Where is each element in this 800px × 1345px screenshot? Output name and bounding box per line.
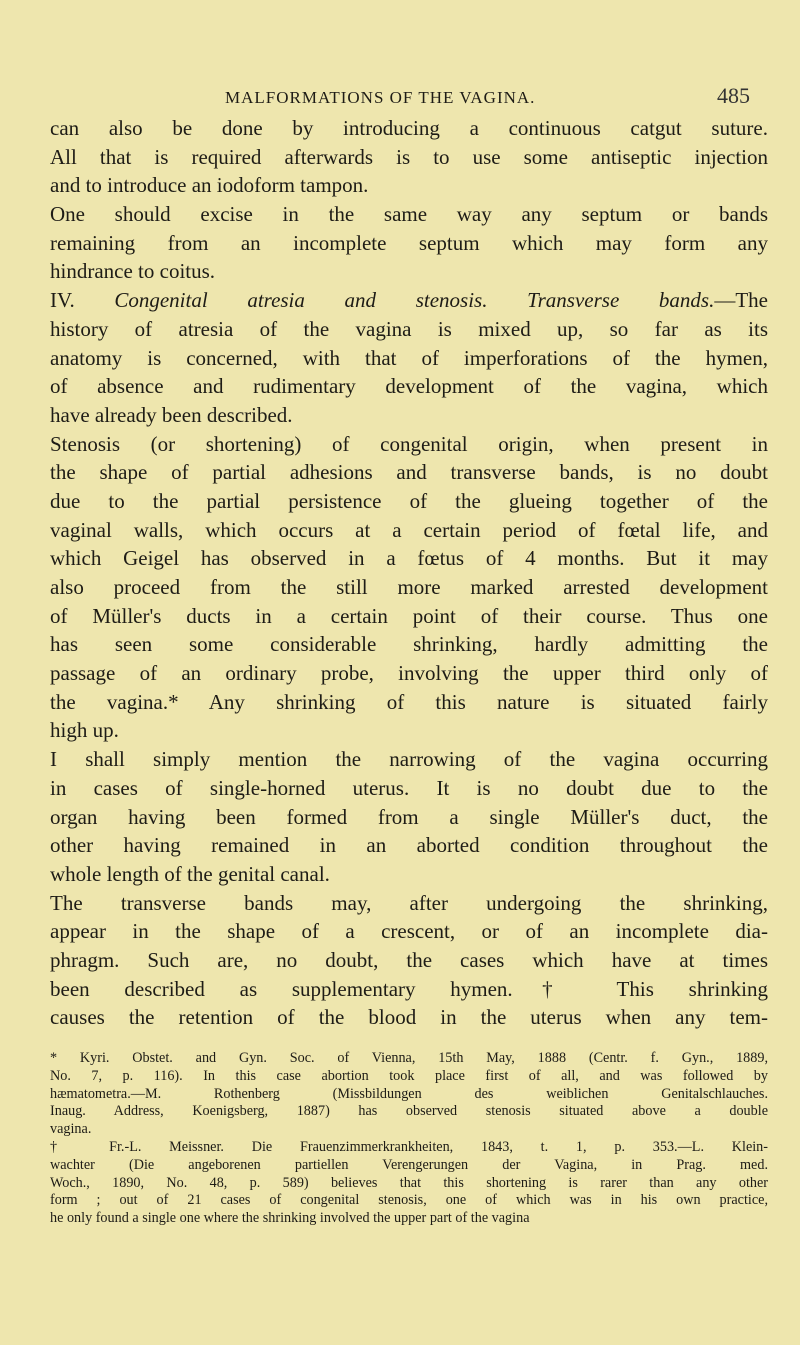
footnotes [50, 1050, 768, 1228]
text-line: of absence and rudimentary development of the vagina, which [50, 374, 768, 399]
footnote-line: Woch., 1890, No. 48, p. 589) believes that this shortening is rarer than any other [50, 1174, 768, 1191]
text-line: organ having been formed from a single Müller's duct, the [50, 804, 768, 829]
footnote-line: vagina. [50, 1121, 92, 1138]
text-line: causes the retention of the blood in the uterus when any tem- [50, 1005, 768, 1030]
text-line: the vagina.* Any shrinking of this nature is situated fairly [50, 689, 768, 714]
text-line: passage of an ordinary probe, involving the upper third only of [50, 661, 768, 686]
running-title: MALFORMATIONS OF THE VAGINA. [225, 88, 536, 107]
text-line: I shall simply mention the narrowing of the vagina occurring [50, 747, 768, 772]
footnote-line: form ; out of 21 cases of congenital stenosis, one of which was in his own practice, [50, 1192, 768, 1209]
text-line: vaginal walls, which occurs at a certain period of fœtal life, and [50, 517, 768, 542]
page-header [0, 83, 800, 112]
body-text [50, 114, 768, 1032]
text-line: One should excise in the same way any septum or bands [50, 202, 768, 227]
text-line: also proceed from the still more marked arrested development [50, 575, 768, 599]
page-number: 485 [717, 83, 750, 108]
footnote-line: hæmatometra.—M. Rothenberg (Missbildungen des weiblichen Genitalschlauches. [50, 1085, 768, 1102]
text-line: the shape of partial adhesions and transverse bands, is no doubt [50, 460, 768, 485]
text-line: Stenosis (or shortening) of congenital origin, when present in [50, 431, 768, 456]
text-line: due to the partial persistence of the glueing together of the [50, 488, 768, 513]
text-line: remaining from an incomplete septum which may form any [50, 230, 768, 255]
text-line: in cases of single-horned uterus. It is no doubt due to the [50, 775, 768, 800]
text-line: and to introduce an iodoform tampon. [50, 173, 369, 198]
text-line: which Geigel has observed in a fœtus of 4 months. But it may [50, 546, 768, 571]
text-line: whole length of the genital canal. [50, 861, 330, 886]
text-line: can also be done by introducing a continuous catgut suture. [50, 116, 768, 140]
section-heading: Congenital atresia and stenosis. Transverse bands. [114, 288, 715, 313]
text-line: of Müller's ducts in a certain point of their course. Thus one [50, 603, 768, 628]
footnote-line: No. 7, p. 116). In this case abortion took place first of all, and was followed by [50, 1067, 768, 1084]
footnote-line: * Kyri. Obstet. and Gyn. Soc. of Vienna, 15th May, 1888 (Centr. f. Gyn., 1889, [50, 1050, 768, 1066]
footnote-line: he only found a single one where the shrinking involved the upper part of the vagina [50, 1210, 530, 1227]
text-line: appear in the shape of a crescent, or of an incomplete dia- [50, 919, 768, 944]
text-line: high up. [50, 718, 119, 743]
text-line: history of atresia of the vagina is mixed up, so far as its [50, 316, 768, 341]
text-line: have already been described. [50, 402, 293, 427]
text-line: phragm. Such are, no doubt, the cases which have at times [50, 947, 768, 972]
text-line: has seen some considerable shrinking, hardly admitting the [50, 632, 768, 657]
text-line: been described as supplementary hymen.† This shrinking [50, 976, 768, 1001]
text-line: anatomy is concerned, with that of imperforations of the hymen, [50, 345, 768, 370]
text-line: hindrance to coitus. [50, 259, 216, 284]
footnote-line: wachter (Die angeborenen partiellen Verengerungen der Vagina, in Prag. med. [50, 1156, 768, 1173]
text-line: IV. Congenital atresia and stenosis. Transverse bands.—The [50, 288, 768, 313]
footnote-line: Inaug. Address, Koenigsberg, 1887) has observed stenosis situated above a double [50, 1103, 768, 1120]
text-line: other having remained in an aborted condition throughout the [50, 833, 768, 858]
footnote-line: † Fr.-L. Meissner. Die Frauenzimmerkrankheiten, 1843, t. 1, p. 353.—L. Klein- [50, 1138, 768, 1155]
text-line: All that is required afterwards is to use some antiseptic injection [50, 144, 768, 169]
text-line: The transverse bands may, after undergoing the shrinking, [50, 890, 768, 915]
